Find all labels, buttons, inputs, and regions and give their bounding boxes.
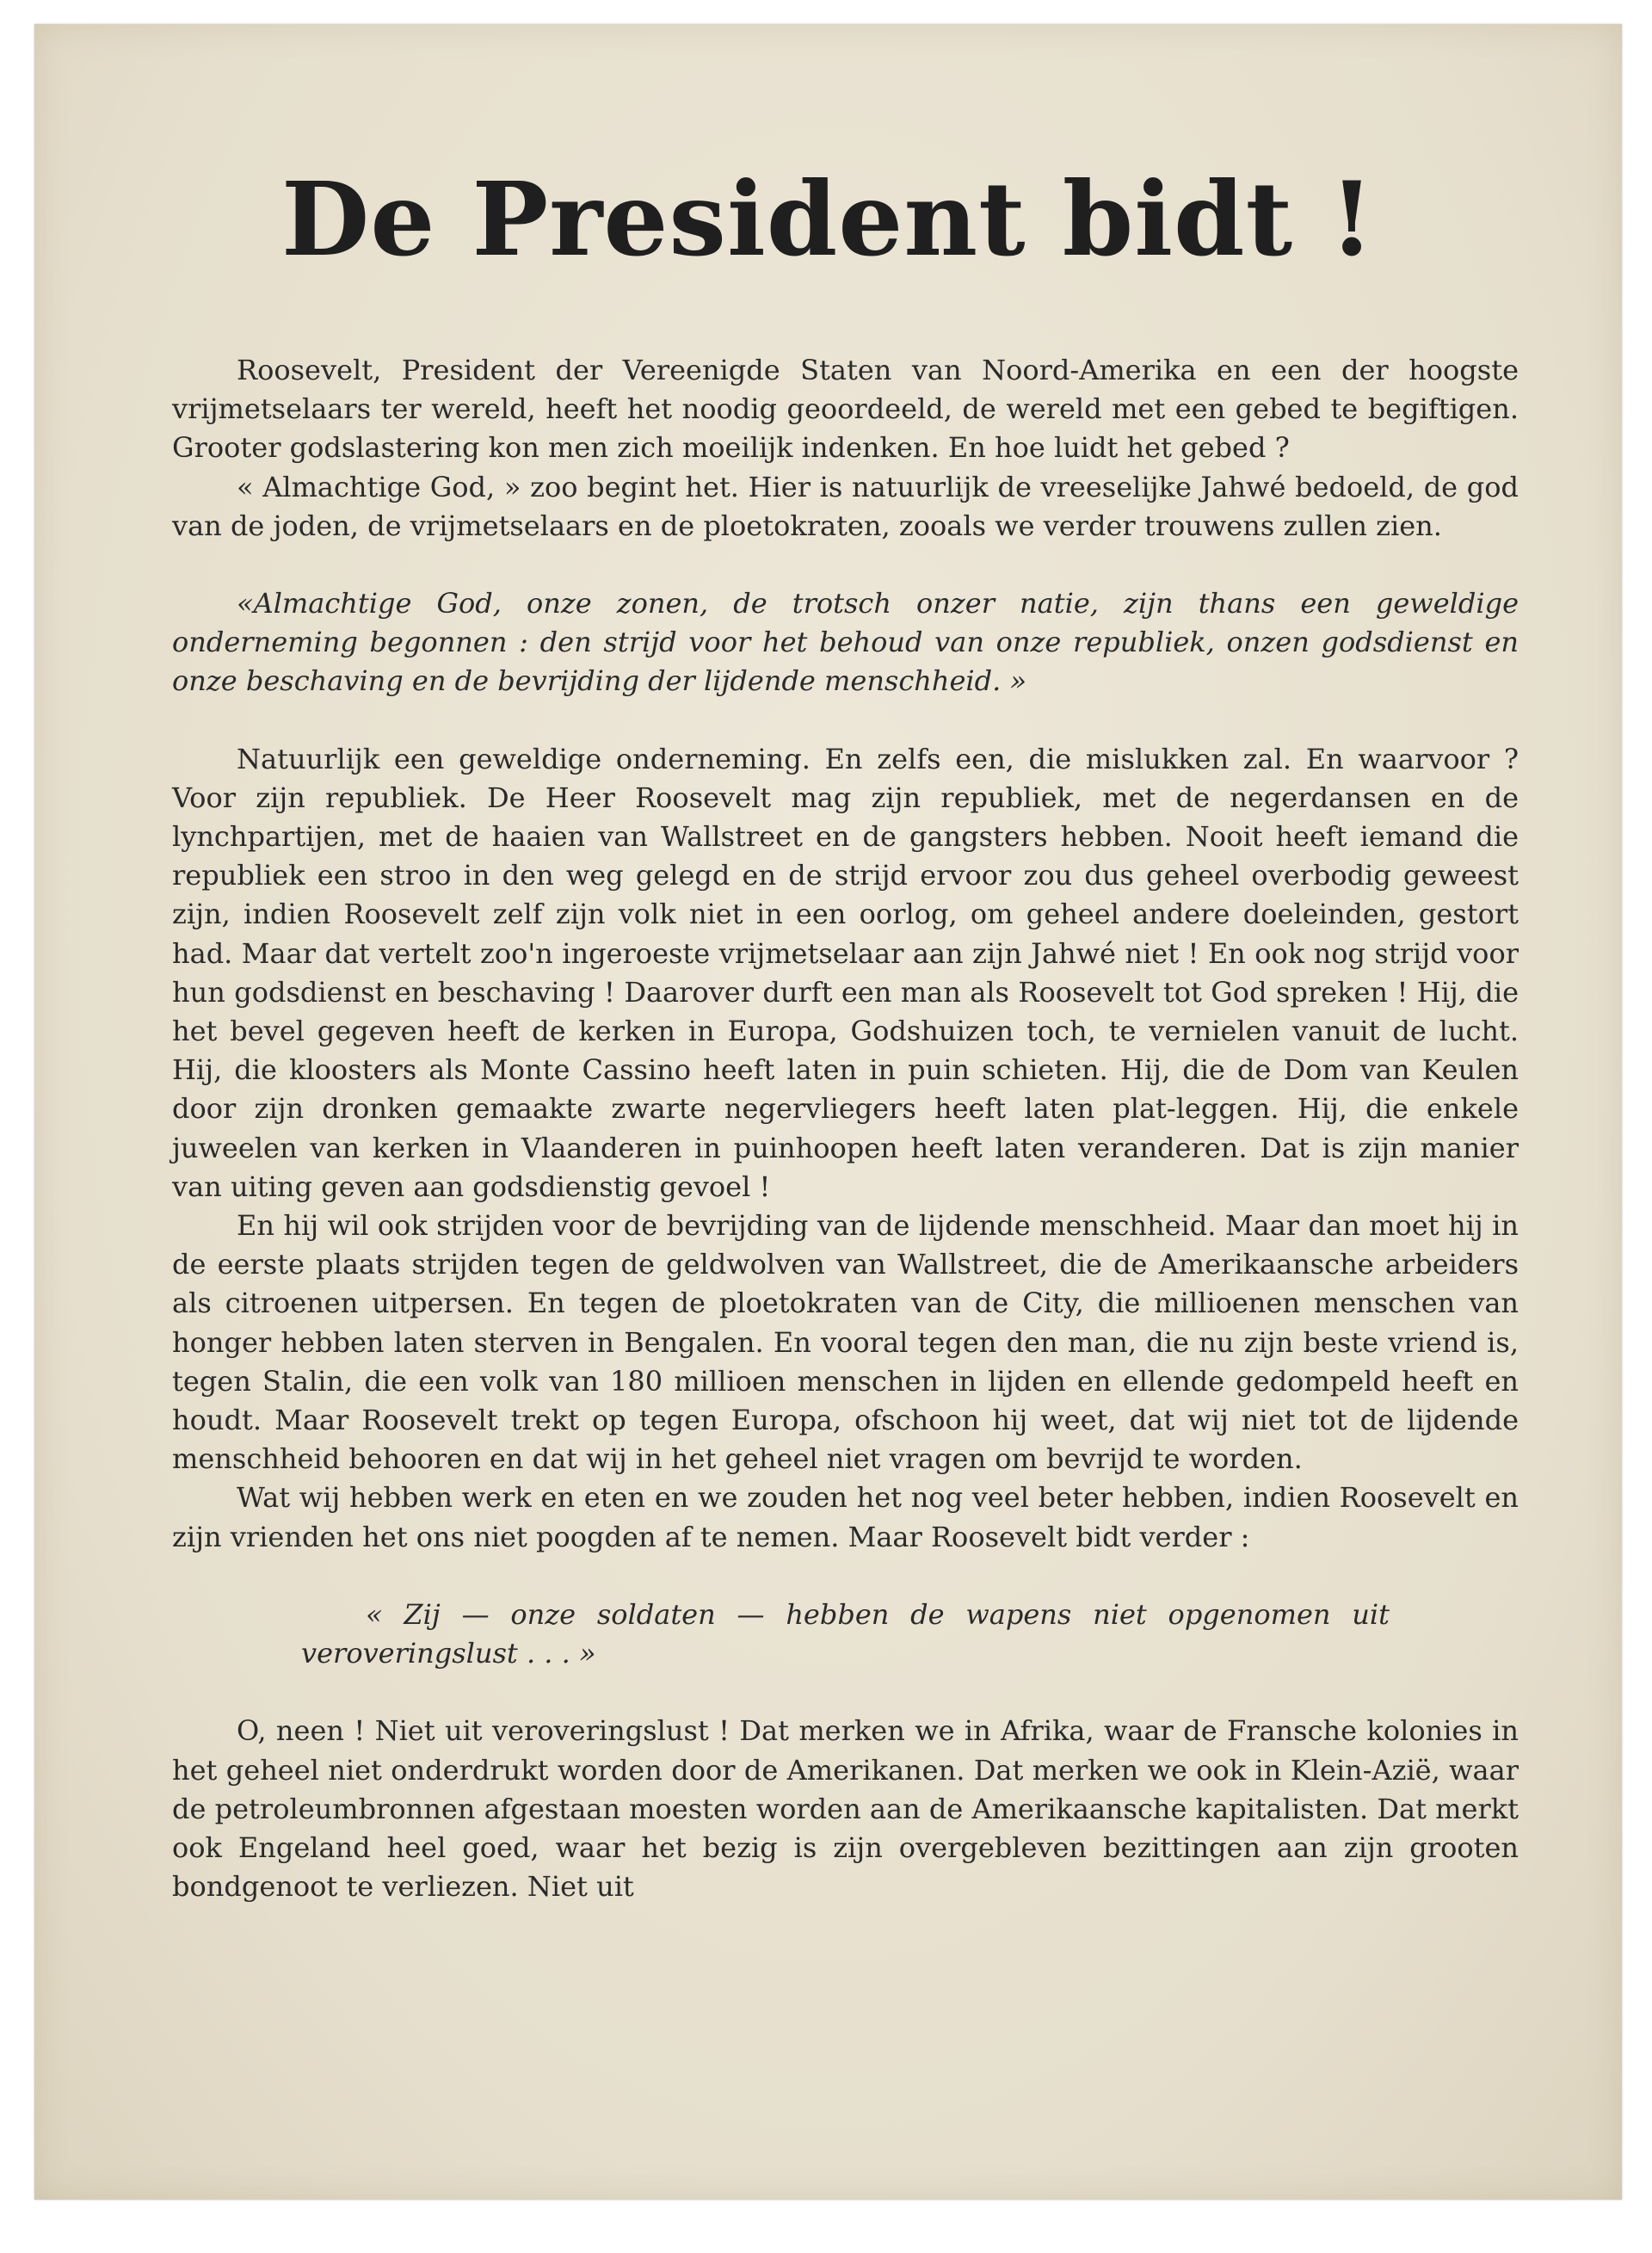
- paragraph-opening-words: « Almachtige God, » zoo begint het. Hier is natuurlijk de vreeselijke Jahwé bedoeld, de god van de joden, de vrijmetselaars en de ploetokraten, zooals we verder trouwens zullen zien.: [172, 470, 1519, 542]
- paragraph-liberation: En hij wil ook strijden voor de bevrijding van de lijdende menschheid. Maar dan moet hij in de eerste plaats strijden tegen de geldwolven van Wallstreet, die de Amerikaansche arbeiders als citroenen uitpersen. En tegen de ploetokraten van de City, die millioenen menschen van honger hebben laten sterven in Bengalen. En vooral tegen den man, die nu zijn beste vriend is, tegen Stalin, die een volk van 180 millioen menschen in lijden en ellende gedompeld heeft en houdt. Maar Roosevelt trekt op tegen Europa, ofschoon hij weet, dat wij niet tot de lijdende menschheid behooren en dat wij in het geheel niet vragen om bevrijd te worden.: [172, 1209, 1519, 1476]
- document-title: De President bidt !: [281, 159, 1375, 279]
- document-body: [172, 351, 1519, 1906]
- paragraph-conquest: O, neen ! Niet uit veroveringslust ! Dat merken we in Afrika, waar de Fransche kolonies in het geheel niet onderdrukt worden door de Amerikanen. Dat merken we ook in Klein-Azië, waar de petroleumbronnen afgestaan moesten worden aan de Amerikaansche kapitalisten. Dat merkt ook Engeland heel goed, waar het bezig is zijn overgebleven bezittingen aan zijn grooten bondgenoot te verliezen. Niet uit: [172, 1714, 1519, 1904]
- document-page: [34, 24, 1622, 2200]
- paragraph-undertaking: Natuurlijk een geweldige onderneming. En zelfs een, die mislukken zal. En waarvoor ? Voor zijn republiek. De Heer Roosevelt mag zijn republiek, met de negerdansen en de lynchpartijen, met de haaien van Wallstreet en de gangsters hebben. Nooit heeft iemand die republiek een stroo in den weg gelegd en de strijd ervoor zou dus geheel overbodig geweest zijn, indien Roosevelt zelf zijn volk niet in een oorlog, om geheel andere doeleinden, gestort had. Maar dat vertelt zoo'n ingeroeste vrijmetselaar aan zijn Jahwé niet ! En ook nog strijd voor hun godsdienst en beschaving ! Daarover durft een man als Roosevelt tot God spreken ! Hij, die het bevel gegeven heeft de kerken in Europa, Godshuizen toch, te vernielen vanuit de lucht. Hij, die kloosters als Monte Cassino heeft laten in puin schieten. Hij, die de Dom van Keulen door zijn dronken gemaakte zwarte negervliegers heeft laten plat-leggen. Hij, die enkele juweelen van kerken in Vlaanderen in puinhoopen heeft laten veranderen. Dat is zijn manier van uiting geven aan godsdienstig gevoel !: [172, 742, 1519, 1203]
- prayer-quote-1: «Almachtige God, onze zonen, de trotsch onzer natie, zijn thans een geweldige onderneming begonnen : den strijd voor het behoud van onze republiek, onzen godsdienst en onze beschaving en de bevrijding der lijdende menschheid. »: [172, 587, 1519, 698]
- paragraph-intro: Roosevelt, President der Vereenigde Staten van Noord-Amerika en een der hoogste vrijmetselaars ter wereld, heeft het noodig geoordeeld, de wereld met een gebed te begiftigen. Grooter godslastering kon men zich moeilijk indenken. En hoe luidt het gebed ?: [172, 354, 1519, 465]
- prayer-quote-2: « Zij — onze soldaten — hebben de wapens niet opgenomen uit veroveringslust . . . »: [301, 1597, 1390, 1670]
- paragraph-work-and-food: Wat wij hebben werk en eten en we zouden het nog veel beter hebben, indien Roosevelt en zijn vrienden het ons niet poogden af te nemen. Maar Roosevelt bidt verder :: [172, 1481, 1519, 1553]
